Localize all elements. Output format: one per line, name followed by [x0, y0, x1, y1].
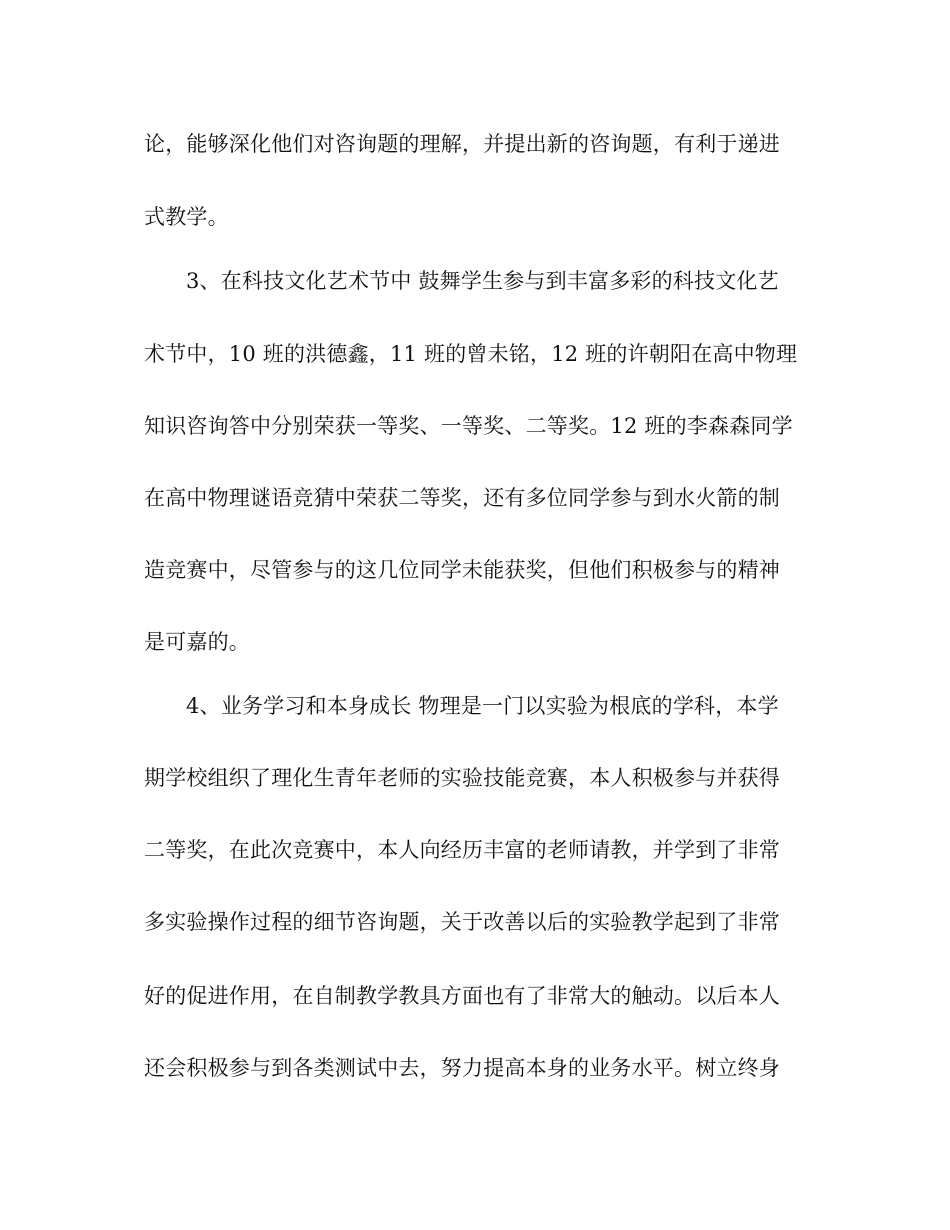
text-line-14: 还会积极参与到各类测试中去，努力提高本身的业务水平。树立终身	[144, 1056, 780, 1080]
text-line-6: 在高中物理谜语竞猜中荣获二等奖，还有多位同学参与到水火箭的制	[144, 486, 780, 510]
text-line-11: 二等奖，在此次竞赛中，本人向经历丰富的老师请教，并学到了非常	[144, 838, 780, 862]
text-line-12: 多实验操作过程的细节咨询题，关于改善以后的实验教学起到了非常	[144, 910, 780, 934]
text-line-8: 是可嘉的。	[144, 630, 250, 654]
text-line-1: 论，能够深化他们对咨询题的理解，并提出新的咨询题，有利于递进	[144, 132, 780, 156]
paragraph-4-first-line: 4、业务学习和本身成长 物理是一门以实验为根底的学科，本学	[186, 694, 779, 718]
text-line-13: 好的促进作用，在自制教学教具方面也有了非常大的触动。以后本人	[144, 984, 780, 1008]
text-line-4: 术节中，10 班的洪德鑫，11 班的曾未铭，12 班的许朝阳在高中物理	[144, 342, 798, 366]
text-line-2: 式教学。	[144, 205, 229, 229]
text-line-5: 知识咨询答中分别荣获一等奖、一等奖、二等奖。12 班的李森森同学	[144, 414, 793, 438]
text-line-7: 造竞赛中，尽管参与的这几位同学未能获奖，但他们积极参与的精神	[144, 558, 780, 582]
paragraph-3-first-line: 3、在科技文化艺术节中 鼓舞学生参与到丰富多彩的科技文化艺	[186, 269, 779, 293]
text-line-10: 期学校组织了理化生青年老师的实验技能竞赛，本人积极参与并获得	[144, 766, 780, 790]
